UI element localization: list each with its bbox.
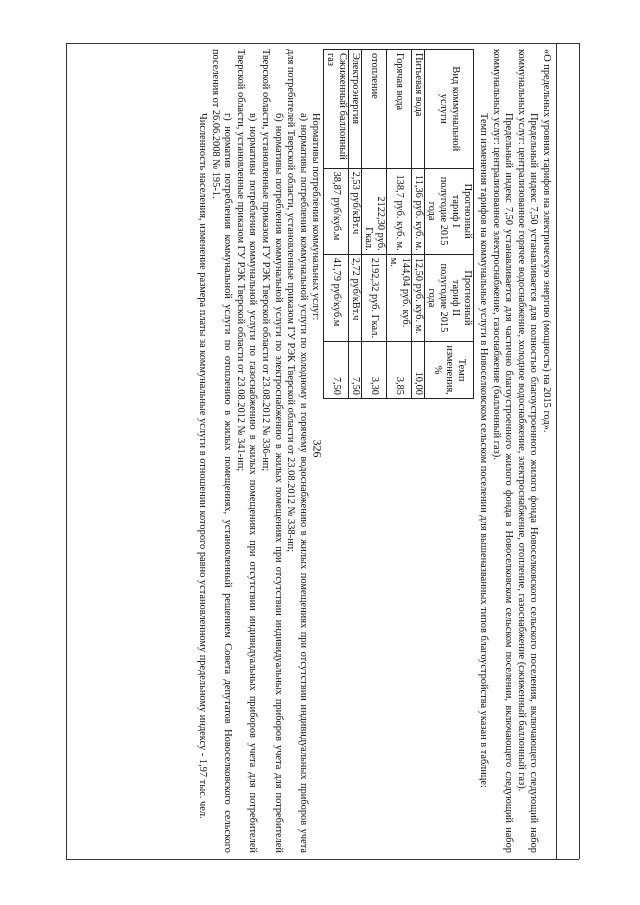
table-cell: Питьевая вода [412, 50, 425, 169]
table-cell: 38,87 руб/куб.м [324, 168, 349, 254]
table-cell: 10,00 [412, 342, 425, 399]
table-header-cell: Прогнозный тариф II полугодие 2015 года [425, 254, 474, 341]
table-cell: 2122,30 руб. Гкал. [362, 168, 387, 254]
document-body [116, 43, 556, 859]
frame-column-line [556, 43, 557, 859]
tariff-table [323, 49, 474, 399]
table-header-cell: Прогнозный тариф I полугодие 2015 года [425, 168, 474, 254]
population-paragraph: Численность населения, изменение размера платы за коммунальные услуги в отношении которого равно установленному предельному индексу - 1,97 тыс. чел. [197, 113, 209, 819]
table-row [387, 50, 412, 399]
norm-item-d: г) норматив потребления коммунальной услуги по отоплению в жилых помещениях, установленный решением Совета депутатов Новоселковского сельского поселения от 26.06.2008 № 195-1. [209, 49, 234, 853]
paragraph-table-intro: Темп изменения тарифов на коммунальные услуги в Новоселковском сельском поселении для вышеназванных типов благоустройства указан в таблице: [478, 113, 490, 788]
norm-item-a: а) нормативы потребления коммунальной услуги по холодному и горячему водоснабжению в жилых помещениях при отсутствии индивидуальных приборов учета для потребителей Тверской области, установленные приказом ГУ РЭК Тверской области от 23.08.2012 № 338-нп; [285, 49, 309, 853]
intro-quote: «О предельных уровнях тарифов на электрическую энергию (мощность) на 2015 год». [541, 49, 552, 433]
norm-item-b: б) нормативы потребления коммунальной услуги по электроснабжению в жилых помещениях при отсутствии индивидуальных приборов учета для потребителей Тверской области, установленные приказом ГУ РЭК Тверской области от 23.08.2012 № 336-нп; [260, 49, 284, 853]
table-cell: Сжиженный баллонный газ [324, 50, 349, 169]
table-cell: 3,30 [362, 342, 387, 399]
table-cell: Горячая вода [387, 50, 412, 169]
table-cell: 7,50 [349, 342, 362, 399]
table-cell: 3,85 [387, 342, 412, 399]
table-cell: 144,04 руб. куб. м. [387, 254, 412, 341]
table-cell: 2,53 руб/кВт.ч [349, 168, 362, 254]
table-cell: отопление [362, 50, 387, 169]
table-row [349, 50, 362, 399]
table-cell: 7,50 [324, 342, 349, 399]
frame-left-line [66, 43, 67, 859]
norm-item-c: в) нормативы потребления коммунальной услуги по газоснабжению в жилых помещениях при отсутствии индивидуальных приборов учета для потребителей Тверской области, установленные приказом ГУ РЭК Тверской области от 23.08.2012 № 341-нп; [234, 49, 259, 853]
page-number: 326 [310, 439, 325, 458]
table-header-cell: Темп изменения, % [425, 342, 474, 399]
paragraph-partial-comfort: Предельный индекс 7,50 устанавливается для частично благоустроенного жилого фонда в Новоселковском сельском поселении, включающего следующий набор коммунальных услуг: централизованное электроснабжение, газоснабжение (баллонный газ). [490, 49, 515, 853]
table-cell: Электроэнергия [349, 50, 362, 169]
norms-heading: Нормативы потребления коммунальных услуг: [310, 113, 322, 321]
table-cell: 2192,32 руб. Гкал. [362, 254, 387, 341]
frame-right-line [579, 43, 580, 859]
table-row [412, 50, 425, 399]
table-header-cell: Вид коммунальной услуги [425, 50, 474, 169]
table-cell: 138,7 руб. куб. м. [387, 168, 412, 254]
table-cell: 41,79 руб/куб.м [324, 254, 349, 341]
table-header-row [425, 50, 474, 399]
table-cell: 2,72 руб/кВт.ч [349, 254, 362, 341]
table-row [362, 50, 387, 399]
frame-bottom-line [66, 859, 579, 860]
table-cell: 12,50 руб. куб. м. [412, 254, 425, 341]
table-row [324, 50, 349, 399]
paragraph-full-comfort: Предельный индекс 7,50 устанавливается для полностью благоустроенного жилого фонда Новоселковского сельского поселения, включающего следующий набор коммунальных услуг: централизованное горячее водоснабжение, холодное водоснабжение, электроснабжение, отопление, газоснабжение (сжиженный баллонный газ). [515, 49, 540, 853]
table-cell: 11,36 руб. куб. м. [412, 168, 425, 254]
